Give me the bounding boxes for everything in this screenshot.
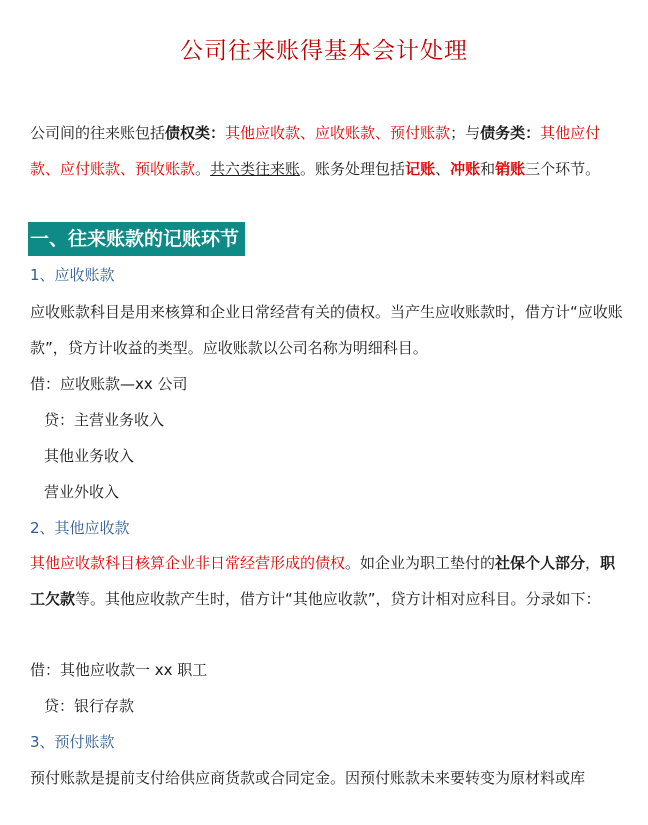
intro-text: 。账务处理包括: [300, 160, 406, 178]
creditor-items: 其他应收款、应收账款、预付账款: [225, 124, 451, 142]
debtor-items: 其他应付款、应付账款、预收账款: [30, 124, 601, 178]
intro-text: ；与: [450, 124, 481, 142]
bold-term: 社保个人部分: [495, 554, 586, 572]
intro-text: ：: [525, 124, 541, 142]
intro-text: 和: [480, 160, 496, 178]
intro-paragraph: [30, 115, 626, 187]
keyword-offset: 冲账: [450, 160, 481, 178]
keyword-writeoff: 销账: [495, 160, 526, 178]
subheading-receivables: 1、应收账款: [30, 266, 115, 284]
journal-entry-credit: 贷：主营业务收入: [44, 411, 165, 429]
paragraph-text: ，: [585, 554, 601, 572]
prepayments-paragraph: 预付账款是提前支付给供应商货款或合同定金。因预付账款未来要转变为原材料或库: [30, 769, 586, 787]
intro-text: 、: [435, 160, 451, 178]
journal-entry-debit: 借：应收账款—xx 公司: [30, 375, 188, 393]
intro-text: 三个环节。: [525, 160, 601, 178]
paragraph-text: 等。其他应收款产生时，借方计“其他应收款”，贷方计相对应科目。分录如下：: [75, 590, 601, 608]
highlight-definition: 其他应收款科目核算企业非日常经营形成的债权: [30, 554, 346, 572]
debtor-label: 债务类: [480, 124, 526, 142]
journal-entry-credit: 贷：银行存款: [44, 697, 135, 715]
page-title: 公司往来账得基本会计处理: [180, 38, 468, 64]
paragraph-text: 。如企业为职工垫付的: [345, 554, 496, 572]
receivables-paragraph: 应收账款科目是用来核算和企业日常经营有关的债权。当产生应收账款时，借方计“应收账款”，贷方计收益的类型。应收账款以公司名称为明细科目。: [30, 303, 623, 357]
journal-entry-credit: 其他业务收入: [44, 447, 135, 465]
intro-text: 。: [195, 160, 211, 178]
bold-term: 职工欠款: [30, 554, 616, 608]
keyword-record: 记账: [405, 160, 436, 178]
subheading-prepayments: 3、预付账款: [30, 733, 115, 751]
intro-text: ：: [210, 124, 226, 142]
intro-text: 公司间的往来账包括: [30, 124, 166, 142]
section-heading-text: 一、往来账款的记账环节: [28, 222, 245, 256]
subheading-other-receivables: 2、其他应收款: [30, 519, 130, 537]
journal-entry-credit: 营业外收入: [44, 483, 120, 501]
creditor-label: 债权类: [165, 124, 211, 142]
other-receivables-paragraph: [30, 545, 626, 617]
six-types-note: 共六类往来账: [210, 160, 301, 178]
section-heading: [28, 222, 624, 256]
journal-entry-debit: 借：其他应收款一 xx 职工: [30, 661, 208, 679]
